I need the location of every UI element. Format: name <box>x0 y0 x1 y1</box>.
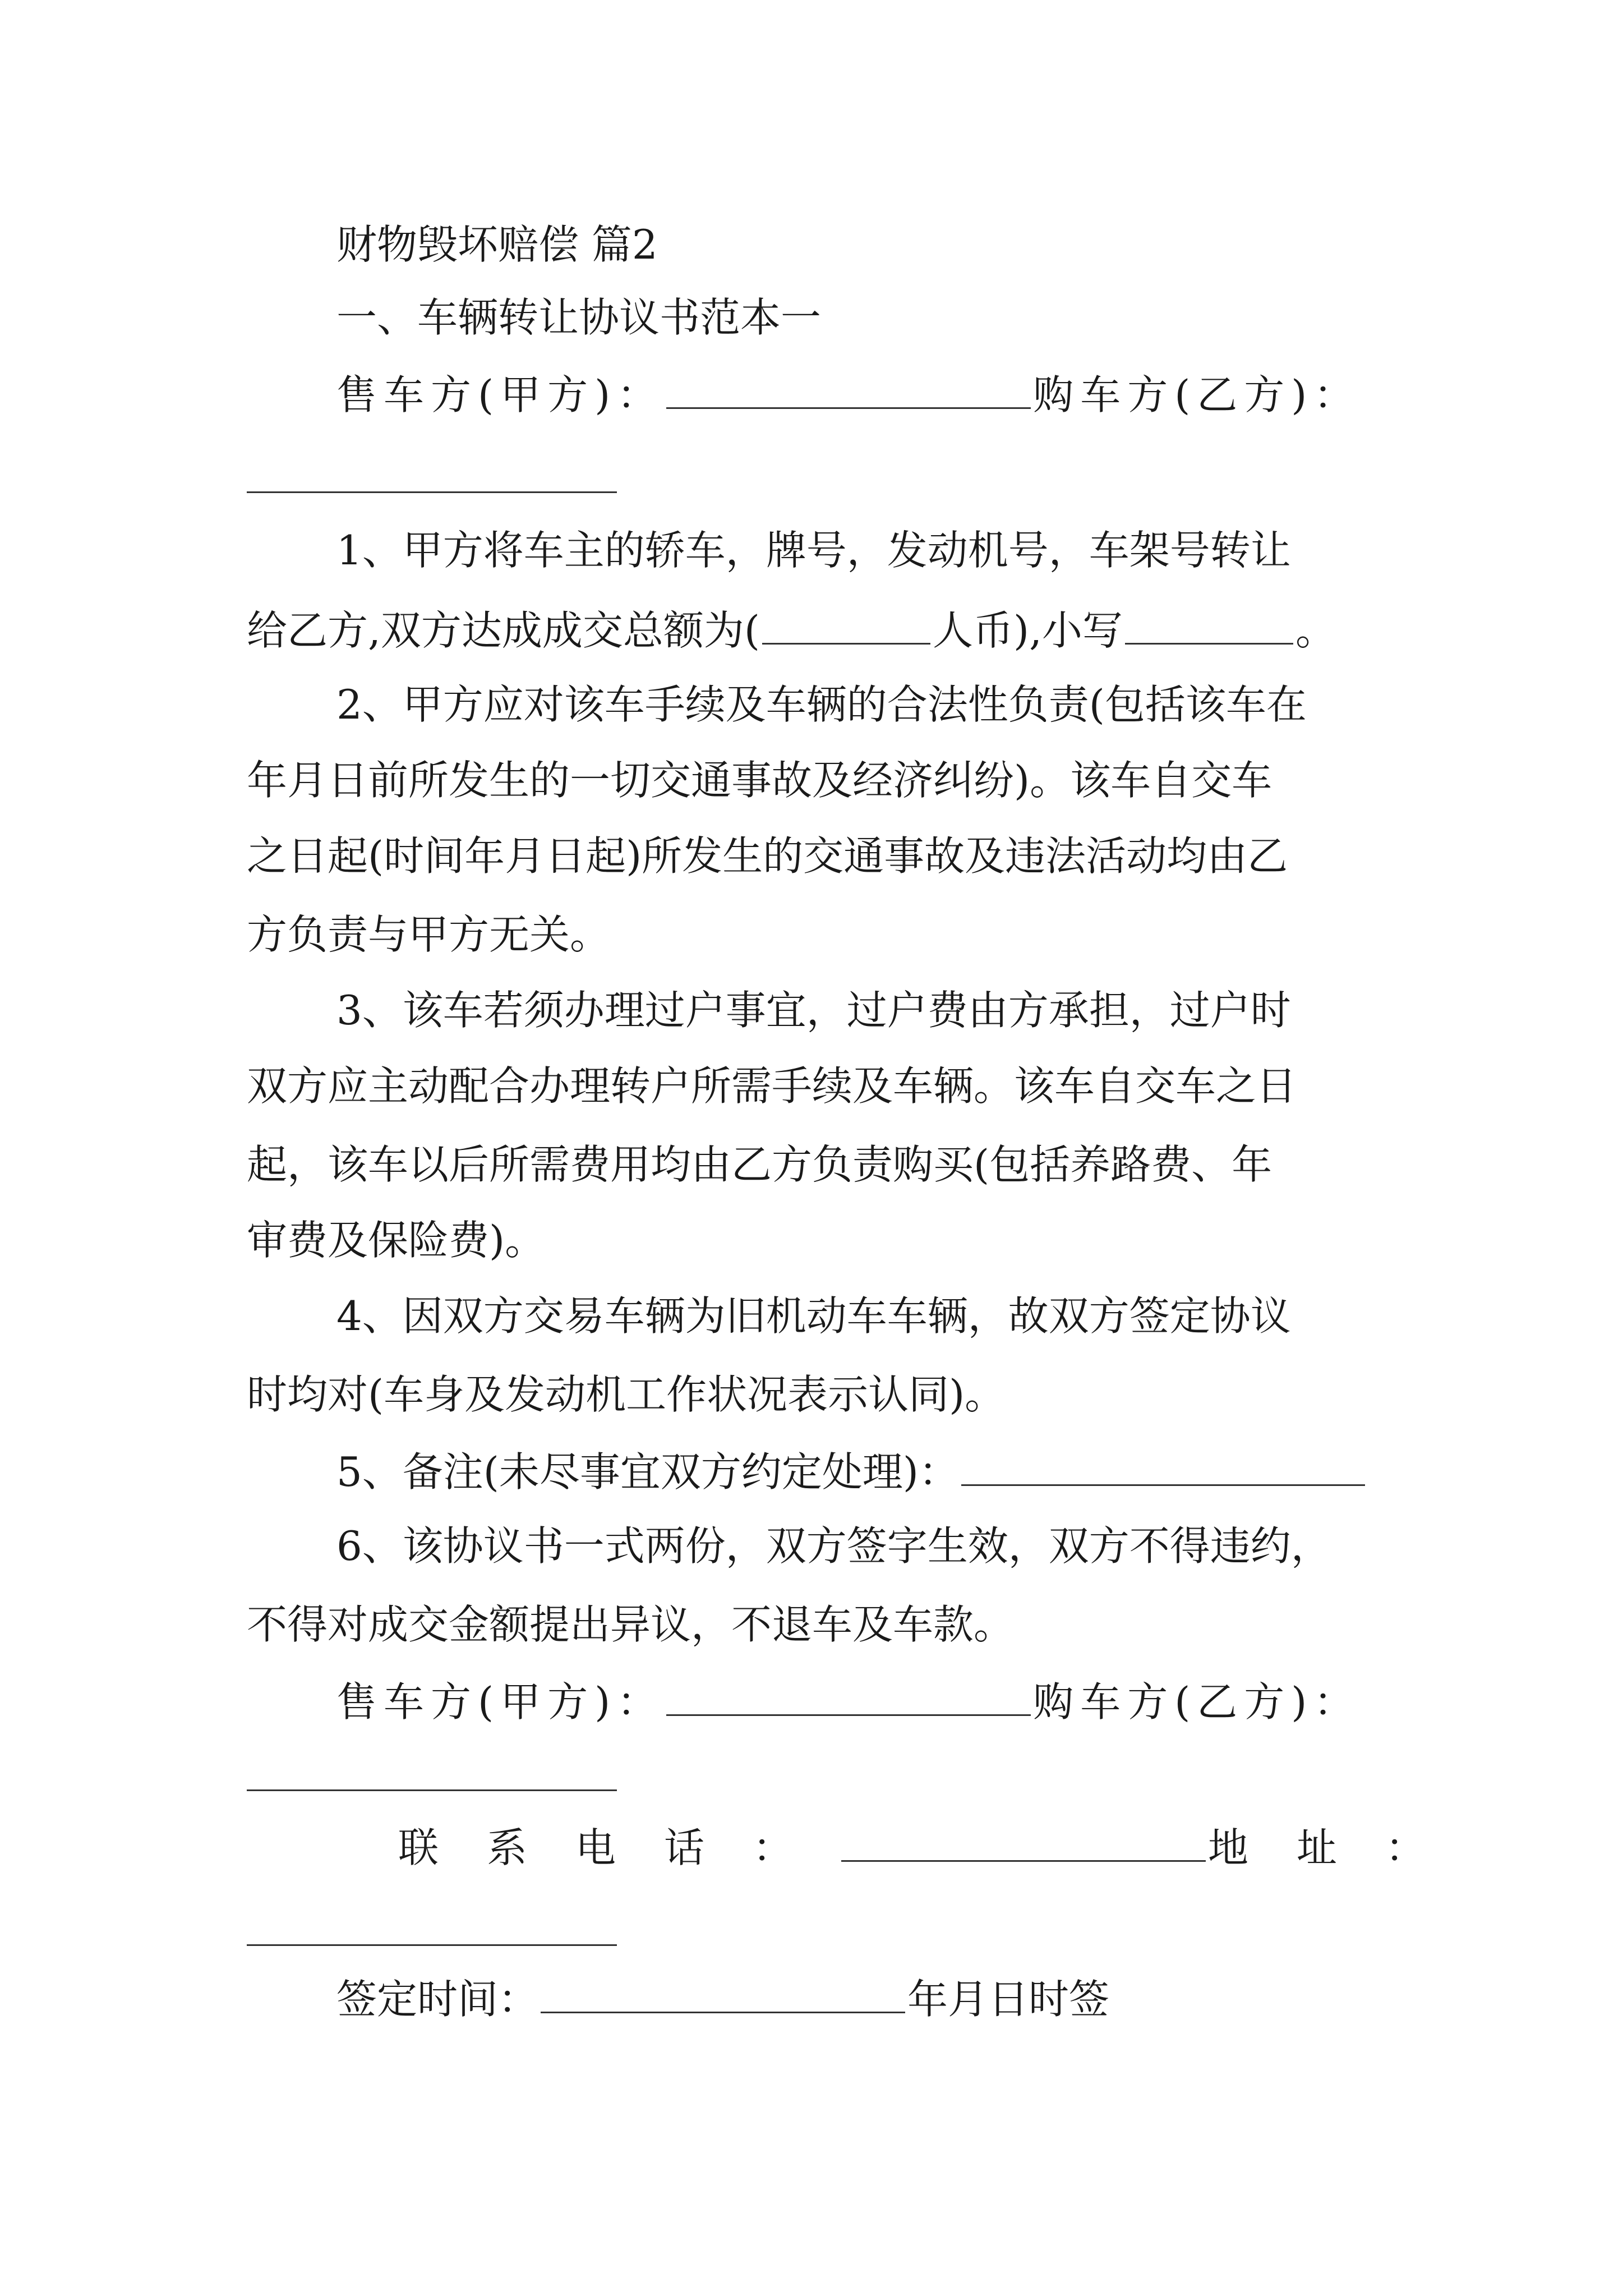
clause-4-line-1: 4、因双方交易车辆为旧机动车车辆，故双方签定协议 <box>336 1292 1291 1340</box>
section-title: 财物毁坏赔偿 篇2 <box>336 221 658 268</box>
clause-1-amount-prefix: 给乙方,双方达成成交总额为( <box>247 607 760 655</box>
header-seller-blank[interactable] <box>666 373 1031 409</box>
clause-3-line-3: 起，该车以后所需费用均由乙方负责购买(包括养路费、年 <box>247 1141 1272 1188</box>
footer-parties-row <box>336 1678 1380 1726</box>
signing-suffix: 年月日时签 <box>907 1976 1110 2023</box>
amount-figures-blank[interactable] <box>1125 609 1293 645</box>
header-parties-row <box>336 371 1380 419</box>
clause-3-line-2: 双方应主动配合办理转户所需手续及车辆。该车自交车之日 <box>247 1062 1297 1110</box>
clause-5-label: 5、备注(未尽事宜双方约定处理)： <box>336 1448 959 1496</box>
clause-3-line-1: 3、该车若须办理过户事宜，过户费由方承担，过户时 <box>336 987 1291 1034</box>
clause-6-line-2: 不得对成交金额提出异议，不退车及车款。 <box>247 1601 1015 1648</box>
footer-seller-blank[interactable] <box>666 1680 1031 1716</box>
header-buyer-label: 购车方(乙方)： <box>1033 371 1361 419</box>
contact-row <box>398 1824 1474 1872</box>
clause-1-amount-end: 。 <box>1295 607 1336 655</box>
header-buyer-blank[interactable] <box>247 491 617 493</box>
signing-time-blank[interactable] <box>541 1977 905 2013</box>
phone-label: 联系电话： <box>398 1824 842 1872</box>
header-seller-label: 售车方(甲方)： <box>336 371 665 419</box>
amount-words-blank[interactable] <box>762 609 930 645</box>
document-subtitle: 一、车辆转让协议书范本一 <box>336 294 822 341</box>
address-blank[interactable] <box>247 1944 617 1946</box>
clause-3-line-4: 审费及保险费)。 <box>247 1217 546 1264</box>
signing-time-label: 签定时间： <box>336 1976 539 2023</box>
remarks-blank[interactable] <box>961 1450 1365 1486</box>
clause-2-line-1: 2、甲方应对该车手续及车辆的合法性负责(包括该车在 <box>336 681 1307 728</box>
clause-1-line-1: 1、甲方将车主的轿车，牌号，发动机号，车架号转让 <box>336 527 1291 574</box>
clause-1-line-2 <box>247 607 1380 655</box>
clause-4-line-2: 时均对(车身及发动机工作状况表示认同)。 <box>247 1371 1006 1418</box>
address-label: 地址： <box>1208 1824 1474 1872</box>
clause-5-line-1 <box>336 1448 1380 1496</box>
clause-2-line-4: 方负责与甲方无关。 <box>247 911 611 958</box>
footer-buyer-blank[interactable] <box>247 1789 617 1791</box>
signing-row <box>336 1976 1380 2023</box>
clause-2-line-3: 之日起(时间年月日起)所发生的交通事故及违法活动均由乙 <box>247 832 1288 880</box>
footer-buyer-label: 购车方(乙方)： <box>1033 1678 1361 1726</box>
clause-2-line-2: 年月日前所发生的一切交通事故及经济纠纷)。该车自交车 <box>247 757 1272 804</box>
phone-blank[interactable] <box>841 1826 1206 1862</box>
clause-6-line-1: 6、该协议书一式两份，双方签字生效，双方不得违约， <box>336 1522 1331 1570</box>
footer-seller-label: 售车方(甲方)： <box>336 1678 665 1726</box>
clause-1-amount-mid: 人币),小写 <box>932 607 1123 655</box>
